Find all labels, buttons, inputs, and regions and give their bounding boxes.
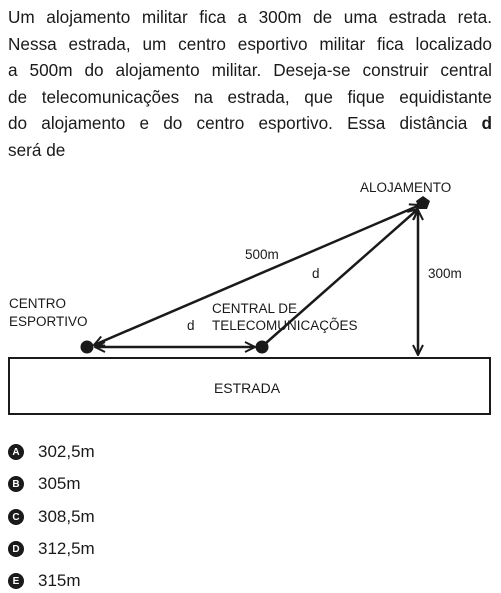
question-line-text: do alojamento e do centro esportivo. Essa distância	[8, 113, 468, 134]
central-label-line2: TELECOMUNICAÇÕES	[212, 318, 358, 333]
option-b[interactable]	[8, 472, 81, 496]
d-upper-label: d	[312, 266, 320, 281]
option-letter-badge: D	[8, 541, 24, 557]
option-a[interactable]	[8, 440, 95, 464]
question-line: Nessa estrada, um centro esportivo militar fica localizado	[8, 33, 492, 54]
question-line: será de	[8, 139, 66, 160]
option-text: 305m	[38, 474, 81, 493]
option-d[interactable]	[8, 537, 95, 561]
centro-esportivo-point	[81, 341, 94, 354]
road-label: ESTRADA	[213, 380, 281, 396]
option-c[interactable]	[8, 505, 95, 529]
option-e[interactable]	[8, 569, 81, 593]
hypotenuse-label: 500m	[245, 247, 279, 262]
question-line: de telecomunicações na estrada, que fique equidistante	[8, 86, 492, 107]
d-lower-label: d	[187, 318, 195, 333]
option-text: 312,5m	[38, 539, 95, 558]
option-text: 308,5m	[38, 507, 95, 526]
option-letter-badge: A	[8, 444, 24, 460]
option-letter-badge: E	[8, 573, 24, 589]
option-text: 315m	[38, 571, 81, 590]
alojamento-label: ALOJAMENTO	[360, 180, 452, 195]
central-point	[256, 341, 269, 354]
height-label: 300m	[428, 266, 462, 281]
distance-variable: d	[481, 113, 492, 134]
option-text: 302,5m	[38, 442, 95, 461]
option-letter-badge: C	[8, 509, 24, 525]
centro-label-line2: ESPORTIVO	[9, 314, 88, 329]
question-line: a 500m do alojamento militar. Deseja-se construir central	[8, 60, 492, 81]
centro-label-line1: CENTRO	[9, 296, 66, 311]
question-line: Um alojamento militar fica a 300m de uma estrada reta.	[8, 7, 492, 27]
option-letter-badge: B	[8, 476, 24, 492]
central-label-line1: CENTRAL DE	[212, 301, 298, 316]
